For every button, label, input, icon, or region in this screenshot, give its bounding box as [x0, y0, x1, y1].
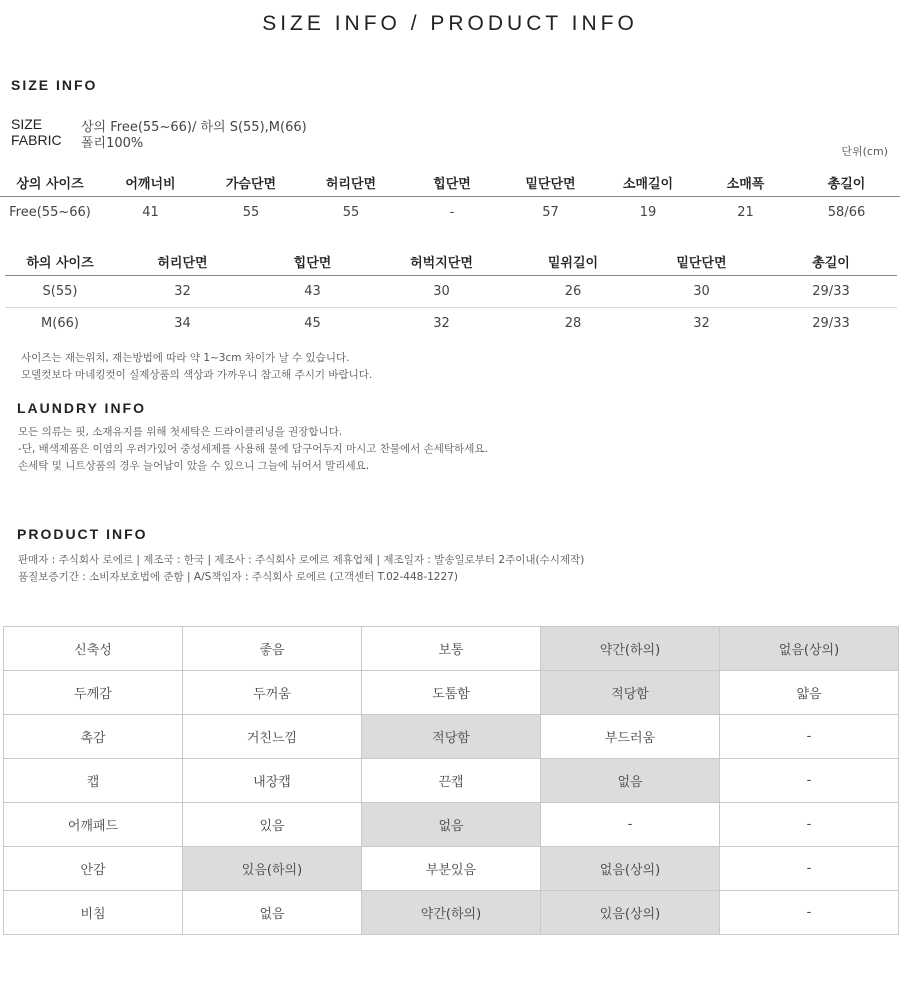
product-line: 품질보증기간 : 소비자보호법에 준함 | A/S책임자 : 주식회사 로에르 (고객센터 T.02-448-1227)	[18, 571, 458, 583]
laundry-line: -단, 배색제품은 이염의 우려가있어 중성세제를 사용해 물에 담구어두지 마시고 찬물에서 손세탁하세요.	[18, 443, 488, 455]
table-cell: 55	[242, 205, 260, 220]
table-cell: M(66)	[41, 316, 79, 331]
table-cell: 19	[639, 205, 657, 220]
attribute-table	[3, 626, 899, 935]
table-cell: 26	[508, 276, 638, 308]
attribute-option: 끈캡	[362, 759, 541, 803]
table-cell: 41	[142, 205, 159, 220]
attribute-option: 적당함	[541, 671, 720, 715]
product-line: 판매자 : 주식회사 로에르 | 제조국 : 한국 | 제조사 : 주식회사 로에르 제휴업체 | 제조일자 : 발송일로부터 2주이내(수시제작)	[18, 554, 585, 566]
attribute-option: 보통	[362, 627, 541, 671]
column-header: 어깨너비	[100, 168, 201, 197]
table-cell: 55	[342, 205, 360, 220]
unit-label: 단위(cm)	[841, 145, 888, 158]
attribute-row	[4, 891, 899, 935]
attribute-row	[4, 671, 899, 715]
column-header: 가슴단면	[201, 168, 301, 197]
attribute-row	[4, 627, 899, 671]
table-cell: 28	[564, 316, 582, 331]
attribute-option: -	[720, 847, 899, 891]
table-cell: 21	[737, 205, 754, 220]
table-cell: 32	[693, 316, 710, 331]
column-header: 힙단면	[401, 168, 503, 197]
column-header: 허리단면	[301, 168, 401, 197]
attribute-option: -	[541, 803, 720, 847]
attribute-option: 좋음	[183, 627, 362, 671]
attribute-option: 없음(상의)	[541, 847, 720, 891]
column-header: 밑위길이	[508, 247, 638, 276]
attribute-row	[4, 759, 899, 803]
size-label: SIZE	[11, 116, 43, 132]
attribute-option: 부분있음	[362, 847, 541, 891]
top-size-table	[0, 168, 900, 228]
attribute-option: 얇음	[720, 671, 899, 715]
attribute-option: 약간(하의)	[362, 891, 541, 935]
table-cell: S(55)	[5, 276, 115, 308]
attribute-row	[4, 847, 899, 891]
attribute-name: 비침	[4, 891, 183, 935]
laundry-notes	[18, 424, 488, 475]
table-cell: 30	[638, 276, 765, 308]
product-notes	[18, 552, 584, 586]
column-header: 소매폭	[698, 168, 793, 197]
attribute-option: 도톰함	[362, 671, 541, 715]
top-table-header	[0, 168, 900, 197]
column-header: 상의 사이즈	[0, 168, 100, 197]
attribute-option: 내장캡	[183, 759, 362, 803]
attribute-name: 두께감	[4, 671, 183, 715]
attribute-option: -	[720, 891, 899, 935]
column-header: 총길이	[765, 247, 897, 276]
laundry-line: 손세탁 및 니트상품의 경우 늘어남이 았을 수 있으니 그늘에 뉘어서 말리세요.	[18, 460, 370, 472]
table-row	[0, 197, 900, 229]
column-header: 허리단면	[115, 247, 250, 276]
table-cell: 58/66	[827, 205, 866, 220]
table-cell: 32	[115, 276, 250, 308]
attribute-name: 촉감	[4, 715, 183, 759]
size-notes	[21, 350, 372, 384]
column-header: 힙단면	[250, 247, 375, 276]
attribute-option: 있음(상의)	[541, 891, 720, 935]
table-cell: 32	[433, 316, 450, 331]
column-header: 총길이	[793, 168, 900, 197]
table-cell: 29/33	[812, 316, 850, 331]
column-header: 밑단단면	[638, 247, 765, 276]
attribute-option: 있음(하의)	[183, 847, 362, 891]
size-info-heading: SIZE INFO	[11, 77, 98, 93]
attribute-option: 없음	[362, 803, 541, 847]
laundry-info-heading: LAUNDRY INFO	[17, 400, 146, 416]
column-header: 소매길이	[598, 168, 698, 197]
table-cell: 43	[250, 276, 375, 308]
attribute-option: -	[720, 803, 899, 847]
table-cell: 45	[304, 316, 321, 331]
column-header: 하의 사이즈	[5, 247, 115, 276]
size-note-line: 모델컷보다 마네킹컷이 실제상품의 색상과 가까우니 참고해 주시기 바랍니다.	[21, 369, 373, 381]
column-header: 허벅지단면	[375, 247, 508, 276]
attribute-row	[4, 715, 899, 759]
table-row	[5, 308, 897, 340]
table-cell: 29/33	[765, 276, 897, 308]
laundry-line: 모든 의류는 핏, 소재유지를 위해 첫세탁은 드라이클리닝을 권장합니다.	[18, 426, 343, 438]
bottom-size-table	[5, 247, 897, 339]
attribute-option: -	[720, 759, 899, 803]
attribute-option: 있음	[183, 803, 362, 847]
attribute-option: 거친느낌	[183, 715, 362, 759]
product-info-heading: PRODUCT INFO	[17, 526, 148, 542]
page-title: SIZE INFO / PRODUCT INFO	[262, 12, 638, 35]
attribute-row	[4, 803, 899, 847]
attribute-option: 부드러움	[541, 715, 720, 759]
attribute-name: 어깨패드	[4, 803, 183, 847]
table-cell: -	[449, 205, 455, 220]
fabric-label: FABRIC	[11, 132, 62, 148]
attribute-option: 없음	[183, 891, 362, 935]
attribute-option: 없음(상의)	[720, 627, 899, 671]
table-cell: 30	[375, 276, 508, 308]
table-row	[5, 276, 897, 308]
attribute-option: 두꺼움	[183, 671, 362, 715]
table-cell: 57	[542, 205, 559, 220]
table-cell: Free(55~66)	[9, 205, 91, 220]
attribute-option: 적당함	[362, 715, 541, 759]
attribute-name: 캡	[4, 759, 183, 803]
table-cell: 34	[174, 316, 191, 331]
attribute-option: 없음	[541, 759, 720, 803]
fabric-value: 폴리100%	[81, 136, 144, 151]
attribute-name: 신축성	[4, 627, 183, 671]
bottom-table-header	[5, 247, 897, 276]
size-note-line: 사이즈는 재는위치, 재는방법에 따라 약 1~3cm 차이가 날 수 있습니다.	[21, 352, 350, 364]
attribute-option: -	[720, 715, 899, 759]
size-value: 상의 Free(55~66)/ 하의 S(55),M(66)	[81, 120, 307, 135]
attribute-name: 안감	[4, 847, 183, 891]
attribute-option: 약간(하의)	[541, 627, 720, 671]
column-header: 밑단단면	[503, 168, 598, 197]
